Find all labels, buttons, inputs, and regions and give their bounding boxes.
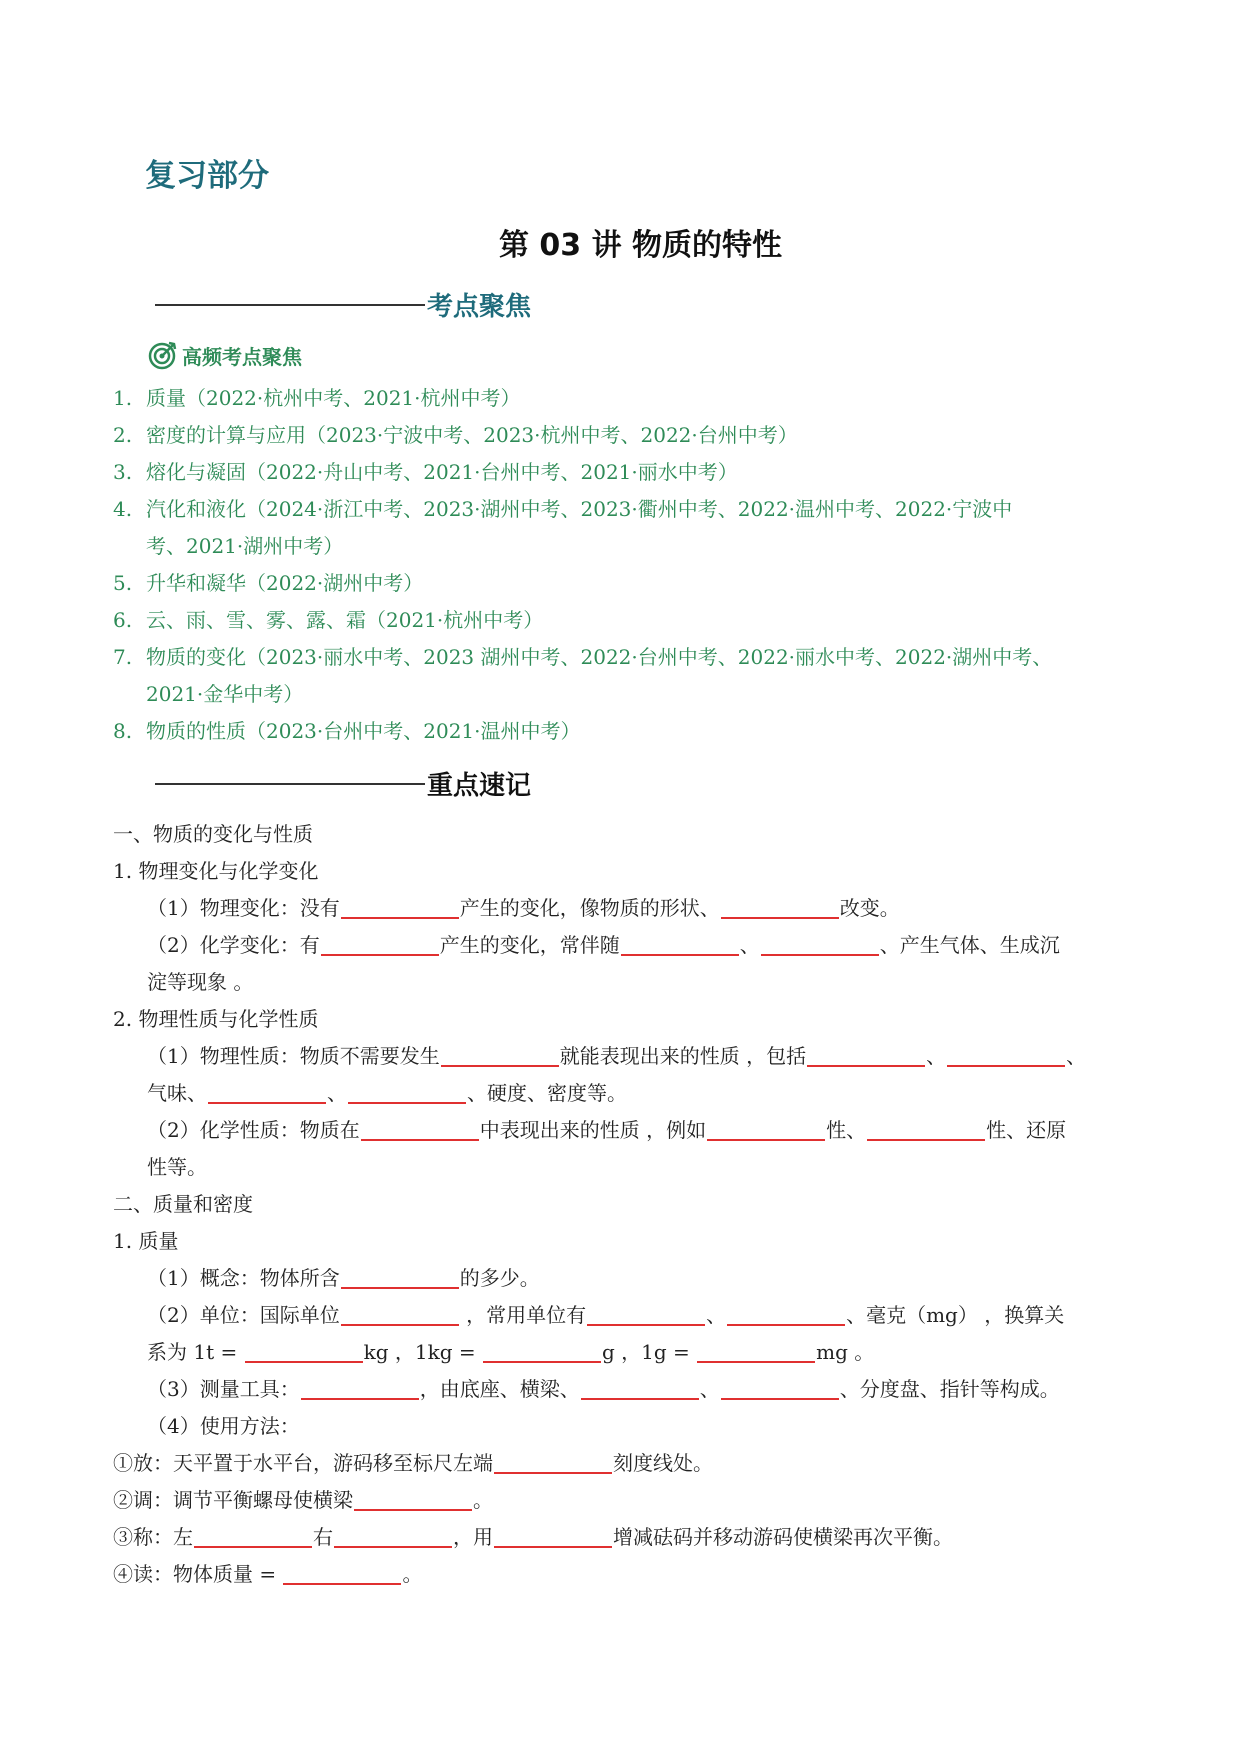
notes-body (113, 816, 1143, 1593)
fill-blank[interactable] (341, 1267, 459, 1289)
unit-line-cont: 系为 1t = kg ，1kg = g ，1g = mg 。 (147, 1340, 875, 1364)
focus-heading (155, 286, 531, 323)
chemical-change-line: （2）化学变化：有 产生的变化，常伴随 、 、产生气体、生成沉 (147, 933, 1060, 957)
fill-blank[interactable] (581, 1378, 699, 1400)
fill-blank[interactable] (441, 1045, 559, 1067)
list-item: 3. 熔化与凝固（2022·舟山中考、2021·台州中考、2021·丽水中考） (113, 460, 738, 484)
section-heading: 二、质量和密度 (113, 1192, 253, 1216)
physical-property-line-cont: 气味、 、 、硬度、密度等。 (147, 1081, 627, 1105)
memo-heading (155, 765, 531, 802)
fill-blank[interactable] (361, 1119, 479, 1141)
step-weigh: ③称：左 右 ，用 增减砝码并移动游码使横梁再次平衡。 (113, 1525, 953, 1549)
tool-line: （3）测量工具： ，由底座、横梁、 、 、分度盘、指针等构成。 (147, 1377, 1060, 1401)
physical-change-line: （1）物理变化：没有 产生的变化，像物质的形状、 改变。 (147, 896, 900, 920)
fill-blank[interactable] (721, 897, 839, 919)
subsection-heading: 2. 物理性质与化学性质 (113, 1007, 319, 1031)
fill-blank[interactable] (697, 1341, 815, 1363)
chemical-change-line-cont: 淀等现象 。 (147, 970, 254, 994)
fill-blank[interactable] (483, 1341, 601, 1363)
subsection-heading: 1. 质量 (113, 1229, 179, 1253)
lesson-title: 第 03 讲 物质的特性 (498, 228, 783, 263)
fill-blank[interactable] (245, 1341, 363, 1363)
section-heading: 一、物质的变化与性质 (113, 822, 313, 846)
usage-heading: （4）使用方法： (147, 1414, 300, 1438)
fill-blank[interactable] (727, 1304, 845, 1326)
fill-blank[interactable] (494, 1526, 612, 1548)
fill-blank[interactable] (867, 1119, 985, 1141)
fill-blank[interactable] (807, 1045, 925, 1067)
list-item: 7. 物质的变化（2023·丽水中考、2023 湖州中考、2022·台州中考、2022·丽水中考、2022·湖州中考、 2021·金华中考） (113, 645, 1053, 706)
fill-blank[interactable] (354, 1489, 472, 1511)
fill-blank[interactable] (947, 1045, 1065, 1067)
fill-blank[interactable] (707, 1119, 825, 1141)
heading-rule (155, 304, 425, 306)
chemical-property-line: （2）化学性质：物质在 中表现出来的性质 ，例如 性、 性、还原 (147, 1118, 1067, 1142)
high-freq-label (148, 340, 302, 370)
fill-blank[interactable] (587, 1304, 705, 1326)
step-place: ①放：天平置于水平台，游码移至标尺左端 刻度线处。 (113, 1451, 713, 1475)
high-freq-list (113, 380, 1143, 750)
step-adjust: ②调：调节平衡螺母使横梁 。 (113, 1488, 493, 1512)
fill-blank[interactable] (301, 1378, 419, 1400)
fill-blank[interactable] (341, 897, 459, 919)
list-item: 4. 汽化和液化（2024·浙江中考、2023·湖州中考、2023·衢州中考、2022·温州中考、2022·宁波中 考、2021·湖州中考） (113, 497, 1013, 558)
heading-rule (155, 783, 425, 785)
list-item: 8. 物质的性质（2023·台州中考、2021·温州中考） (113, 719, 581, 743)
fill-blank[interactable] (621, 934, 739, 956)
fill-blank[interactable] (208, 1082, 326, 1104)
memo-heading-text: 重点速记 (427, 771, 532, 801)
physical-property-line: （1）物理性质：物质不需要发生 就能表现出来的性质 ，包括 、 、 (147, 1044, 1087, 1068)
fill-blank[interactable] (194, 1526, 312, 1548)
step-read: ④读：物体质量 = 。 (113, 1562, 423, 1586)
fill-blank[interactable] (494, 1452, 612, 1474)
fill-blank[interactable] (348, 1082, 466, 1104)
fill-blank[interactable] (334, 1526, 452, 1548)
focus-heading-text: 考点聚焦 (427, 292, 532, 322)
chemical-property-line-cont: 性等。 (147, 1155, 207, 1179)
concept-line: （1）概念：物体所含 的多少。 (147, 1266, 540, 1290)
list-item: 5. 升华和凝华（2022·湖州中考） (113, 571, 424, 595)
target-icon (148, 340, 178, 370)
fill-blank[interactable] (283, 1563, 401, 1585)
list-item: 2. 密度的计算与应用（2023·宁波中考、2023·杭州中考、2022·台州中考） (113, 423, 798, 447)
list-item: 6. 云、雨、雪、雾、露、霜（2021·杭州中考） (113, 608, 544, 632)
subsection-heading: 1. 物理变化与化学变化 (113, 859, 319, 883)
fill-blank[interactable] (341, 1304, 459, 1326)
high-freq-text: 高频考点聚焦 (182, 344, 302, 369)
unit-line: （2）单位：国际单位 ，常用单位有 、 、毫克（mg） ，换算关 (147, 1303, 1065, 1327)
fill-blank[interactable] (321, 934, 439, 956)
list-item: 1. 质量（2022·杭州中考、2021·杭州中考） (113, 386, 521, 410)
fill-blank[interactable] (721, 1378, 839, 1400)
review-label: 复习部分 (145, 158, 269, 194)
fill-blank[interactable] (761, 934, 879, 956)
